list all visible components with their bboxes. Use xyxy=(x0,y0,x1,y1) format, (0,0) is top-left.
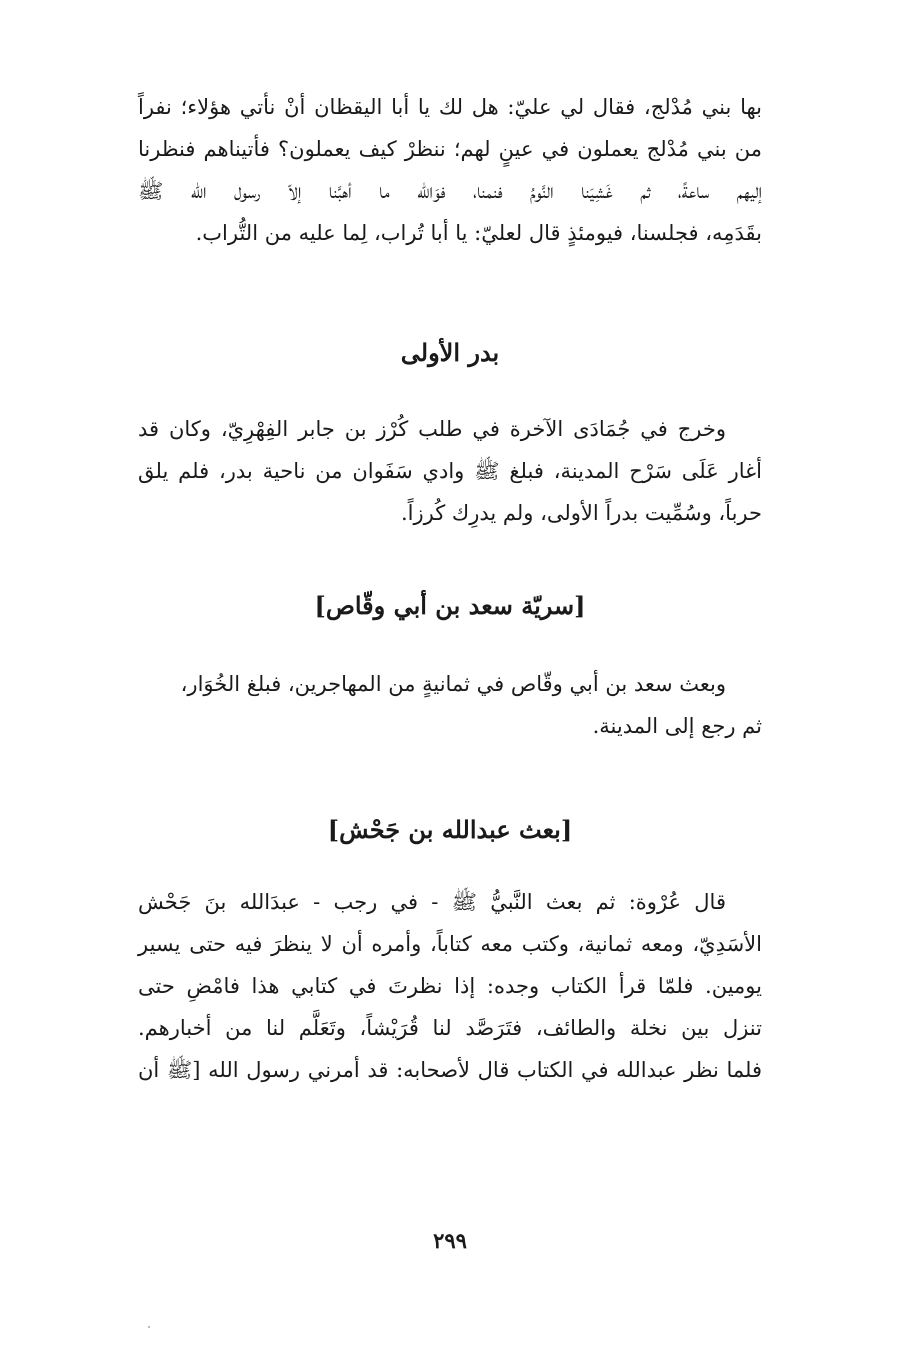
page-number: ٢٩٩ xyxy=(433,1228,467,1253)
text-line: تنزل بين نخلة والطائف، فتَرَصَّد لنا قُرَيْشاً، وتَعَلَّم لنا من أخبارهم. xyxy=(138,1016,762,1040)
text-line: أغار عَلَى سَرْح المدينة، فبلغ ﷺ وادي سَفَوان من ناحية بدر، فلم يلق xyxy=(138,459,762,483)
text-line: وخرج في جُمَادَى الآخرة في طلب كُرْز بن جابر الفِهْرِيّ، وكان قد xyxy=(138,417,726,441)
text-line: من بني مُدْلج يعملون في عينٍ لهم؛ ننظرْ كيف يعملون؟ فأتيناهم فنظرنا xyxy=(138,137,762,161)
text-line: حرباً، وسُمِّيت بدراً الأولى، ولم يدرِك كُرزاً. xyxy=(400,501,762,525)
paragraph-2 xyxy=(138,408,762,534)
section-heading-sariyya-saad: [سريّة سعد بن أبي وقّاص] xyxy=(314,591,586,620)
text-line: وبعث سعد بن أبي وقّاص في ثمانيةٍ من المهاجرين، فبلغ الخُوَار، xyxy=(180,672,726,696)
text-line: ثم رجع إلى المدينة. xyxy=(592,714,762,738)
text-line: بها بني مُدْلج، فقال لي عليّ: هل لك يا أبا اليقظان أنْ نأتي هؤلاء؛ نفراً xyxy=(138,95,762,119)
paragraph-1 xyxy=(138,86,762,254)
paragraph-3 xyxy=(138,663,762,747)
text-line: بقَدَمِه، فجلسنا، فيومئذٍ قال لعليّ: يا أبا تُراب، لِما عليه من التُّراب. xyxy=(195,221,762,245)
section-heading-badr: بدر الأولى xyxy=(400,338,500,367)
text-line: يومين. فلمّا قرأ الكتاب وجده: إذا نظرتَ في كتابي هذا فامْضِ حتى xyxy=(138,974,762,998)
section-heading-baath-abdullah: [بعث عبدالله بن جَحْش] xyxy=(327,815,573,844)
text-line: إليهم ساعةً، ثم غَشِيَنا النَّومُ فنمنا، فوَالله ما أهبَّنا إلاّ رسول الله ﷺ xyxy=(138,179,762,203)
text-line: الأسَدِيّ، ومعه ثمانية، وكتب معه كتاباً، وأمره أن لا ينظرَ فيه حتى يسير xyxy=(138,932,762,956)
text-line: فلما نظر عبدالله في الكتاب قال لأصحابه: قد أمرني رسول الله [ﷺ أن xyxy=(138,1058,762,1082)
paragraph-4 xyxy=(138,881,762,1091)
text-line: قال عُرْوة: ثم بعث النَّبيُّ ﷺ - في رجب - عبدَالله بنَ جَحْش xyxy=(138,890,726,914)
scan-speck xyxy=(148,1326,150,1328)
